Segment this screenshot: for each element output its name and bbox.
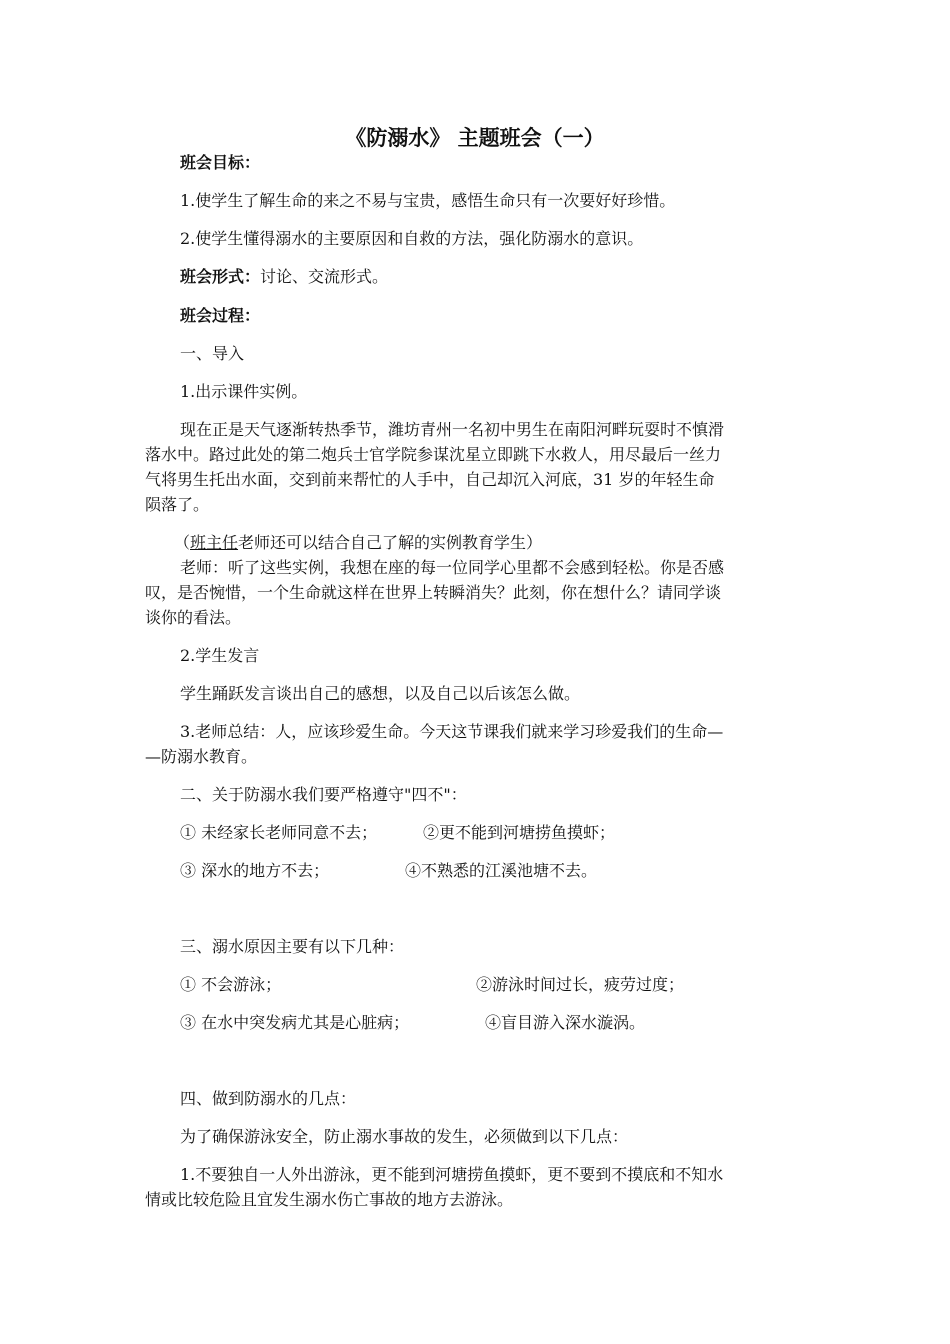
form-value: 讨论、交流形式。 <box>260 267 389 286</box>
section-3-heading: 三、溺水原因主要有以下几种： <box>180 937 405 956</box>
story-line: 落水中。路过此处的第二炮兵士官学院参谋沈星立即跳下水救人，用尽最后一丝力 <box>145 445 722 464</box>
cause-3: ③ 在水中突发病尤其是心脏病； <box>180 1013 410 1032</box>
cause-2: ②游泳时间过长，疲劳过度； <box>476 975 685 994</box>
section-2-heading: 二、关于防溺水我们要严格遵守"四不"： <box>180 785 467 804</box>
section-1-heading: 一、导入 <box>180 344 245 363</box>
goal-item-2: 2.使学生懂得溺水的主要原因和自救的方法，强化防溺水的意识。 <box>180 229 644 248</box>
form-label: 班会形式： <box>180 267 261 286</box>
process-label: 班会过程： <box>180 306 261 325</box>
story-line: 陨落了。 <box>145 495 210 514</box>
page-title: 《防溺水》 主题班会（一） <box>345 125 605 150</box>
form-line <box>180 267 388 287</box>
teacher-note <box>174 533 542 553</box>
rule-4: ④不熟悉的江溪池塘不去。 <box>405 861 598 880</box>
section-4-item-1: 1.不要独自一人外出游泳，更不能到河塘捞鱼摸虾，更不要到不摸底和不知水 <box>180 1165 724 1184</box>
teacher-line: 叹，是否惋惜，一个生命就这样在世界上转瞬消失？此刻，你在想什么？请同学谈 <box>145 583 722 602</box>
goal-item-1: 1.使学生了解生命的来之不易与宝贵，感悟生命只有一次要好好珍惜。 <box>180 191 676 210</box>
section-4-heading: 四、做到防溺水的几点： <box>180 1089 357 1108</box>
section-1-item-3-cont: —防溺水教育。 <box>145 747 258 766</box>
story-line: 现在正是天气逐渐转热季节，潍坊青州一名初中男生在南阳河畔玩耍时不慎滑 <box>180 420 725 439</box>
section-1-item-1: 1.出示课件实例。 <box>180 382 308 401</box>
note-rest: 老师还可以结合自己了解的实例教育学生） <box>238 533 543 552</box>
section-4-intro: 为了确保游泳安全，防止溺水事故的发生，必须做到以下几点： <box>180 1127 629 1146</box>
section-1-item-2-text: 学生踊跃发言谈出自己的感想，以及自己以后该怎么做。 <box>180 684 581 703</box>
story-line: 气将男生托出水面，交到前来帮忙的人手中，自己却沉入河底，31 岁的年轻生命 <box>145 470 715 489</box>
teacher-line: 谈你的看法。 <box>145 608 242 627</box>
rule-2: ②更不能到河塘捞鱼摸虾； <box>423 823 616 842</box>
section-4-item-1-cont: 情或比较危险且宜发生溺水伤亡事故的地方去游泳。 <box>145 1190 514 1209</box>
cause-1: ① 不会游泳； <box>180 975 282 994</box>
cause-4: ④盲目游入深水漩涡。 <box>485 1013 646 1032</box>
goal-label: 班会目标： <box>180 153 261 172</box>
rule-1: ① 未经家长老师同意不去； <box>180 823 378 842</box>
section-1-item-3: 3.老师总结：人，应该珍爱生命。今天这节课我们就来学习珍爱我们的生命— <box>180 722 724 741</box>
rule-3: ③ 深水的地方不去； <box>180 861 330 880</box>
note-underlined: 班主任 <box>190 533 239 552</box>
teacher-line: 老师：听了这些实例，我想在座的每一位同学心里都不会感到轻松。你是否感 <box>180 558 725 577</box>
note-open: （ <box>174 533 191 552</box>
section-1-item-2: 2.学生发言 <box>180 646 260 665</box>
